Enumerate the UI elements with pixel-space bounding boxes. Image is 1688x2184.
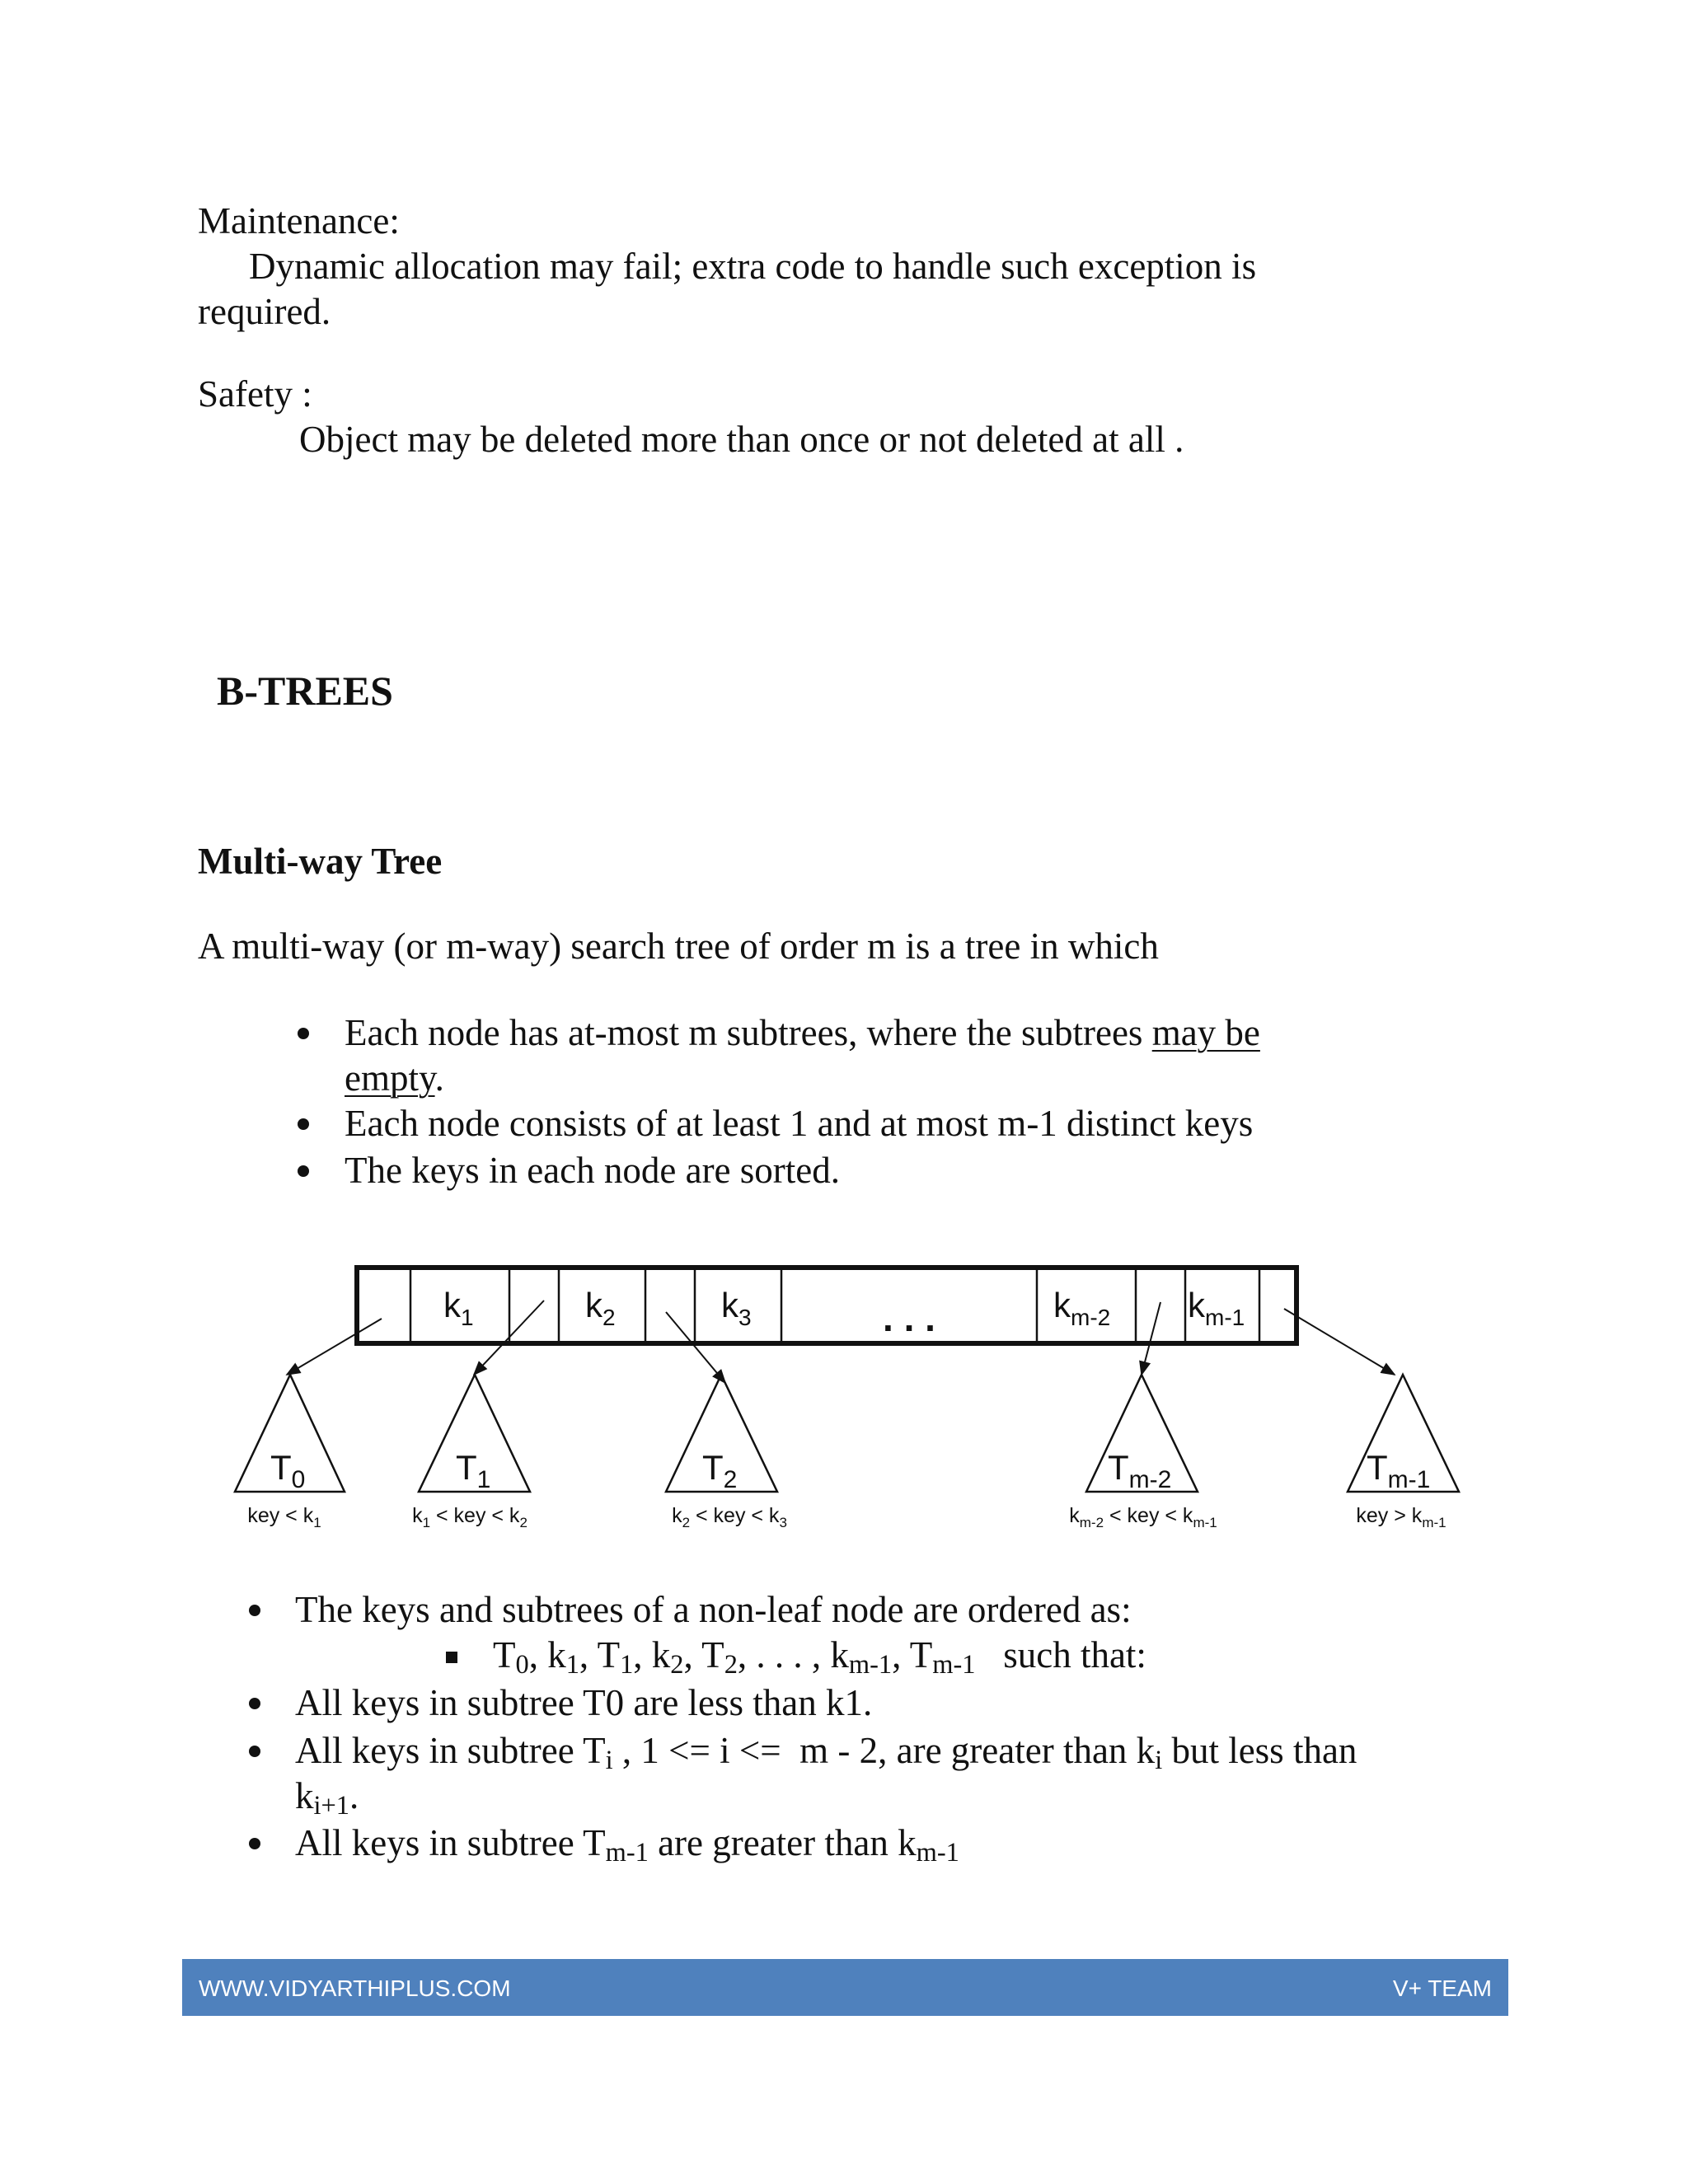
- condition-t1: $k_1$ < key < $k_2$: [412, 1504, 528, 1530]
- bullet-dot: [249, 1698, 260, 1709]
- bullet-subtree-ti: All keys in subtree $T_i$ , 1 <= i <= m - 2, are greater than $k_i$ but less than: [295, 1730, 1357, 1776]
- pointer-arrow-t0: [287, 1319, 382, 1375]
- bullet-subtree-tm-1: All keys in subtree $T_{m-1}$ are greater than $k_{m-1}$: [295, 1822, 959, 1868]
- condition-t2: $k_2$ < key < $k_3$: [672, 1504, 787, 1530]
- safety-text: Object may be deleted more than once or not deleted at all .: [299, 419, 1184, 460]
- node-outer-box: [357, 1268, 1296, 1343]
- key-k1: $k_1$: [443, 1286, 474, 1330]
- square-bullet: [446, 1652, 457, 1663]
- key-k2: $k_2$: [585, 1286, 616, 1330]
- subtree-label-t1: $T_1$: [456, 1448, 491, 1493]
- condition-tm-2: $k_{m-2}$ < key < $k_{m-1}$: [1069, 1504, 1217, 1530]
- bullet-subtree-t0: All keys in subtree T0 are less than k1.: [295, 1682, 873, 1723]
- subsection-title: Multi-way Tree: [198, 841, 443, 882]
- subtree-label-tm-2: $T_{m-2}$: [1108, 1448, 1172, 1493]
- maintenance-text-line-1: Dynamic allocation may fail; extra code to handle such exception is: [249, 246, 1257, 287]
- underlined-phrase: may be: [1151, 1012, 1260, 1053]
- key-km-2: $k_{m-2}$: [1053, 1286, 1111, 1330]
- safety-heading: Safety :: [198, 373, 312, 415]
- key-k3: $k_3$: [721, 1286, 752, 1330]
- key-ellipsis: . . .: [883, 1296, 935, 1339]
- condition-tm-1: key > $k_{m-1}$: [1356, 1504, 1447, 1530]
- underlined-word: empty: [345, 1057, 435, 1099]
- footer-team: V+ TEAM: [1392, 1975, 1492, 2001]
- maintenance-text-line-2: required.: [198, 291, 331, 332]
- key-km-1: $k_{m-1}$: [1188, 1286, 1245, 1330]
- bullet-ordering: The keys and subtrees of a non-leaf node are ordered as:: [295, 1589, 1132, 1630]
- bullet-item-sorted: The keys in each node are sorted.: [345, 1150, 840, 1191]
- intro-paragraph: A multi-way (or m-way) search tree of order m is a tree in which: [198, 926, 1159, 967]
- pointer-arrow-tm-2: [1142, 1302, 1160, 1375]
- section-title: B-TREES: [217, 668, 393, 714]
- condition-t0: key < $k_1$: [247, 1504, 321, 1530]
- footer-website: WWW.VIDYARTHIPLUS.COM: [199, 1975, 511, 2001]
- subtree-label-t0: $T_0$: [270, 1448, 306, 1493]
- subtree-label-tm-1: $T_{m-1}$: [1367, 1448, 1431, 1493]
- bullet-period: .: [434, 1057, 444, 1099]
- bullet-text: Each node has at-most m subtrees, where the subtrees: [345, 1012, 1152, 1053]
- node-cell-dividers: [410, 1268, 1259, 1343]
- ordering-sequence: $T_0$, $k_1$, $T_1$, $k_2$, $T_2$, . . . , $k_{m-1}$, $T_{m-1}$ such that:: [493, 1634, 1146, 1680]
- bullet-item-keys: Each node consists of at least 1 and at most m-1 distinct keys: [345, 1103, 1254, 1144]
- pointer-arrow-tm-1: [1284, 1309, 1395, 1375]
- bullet-subtree-ti-continued: $k_{i+1}$.: [295, 1775, 359, 1821]
- bullet-dot: [249, 1838, 260, 1849]
- bullet-dot: [249, 1746, 260, 1757]
- maintenance-heading: Maintenance:: [198, 200, 400, 241]
- footer-bar: [182, 1959, 1508, 2016]
- subtree-label-t2: $T_2$: [702, 1448, 738, 1493]
- bullet-dot: [249, 1605, 260, 1616]
